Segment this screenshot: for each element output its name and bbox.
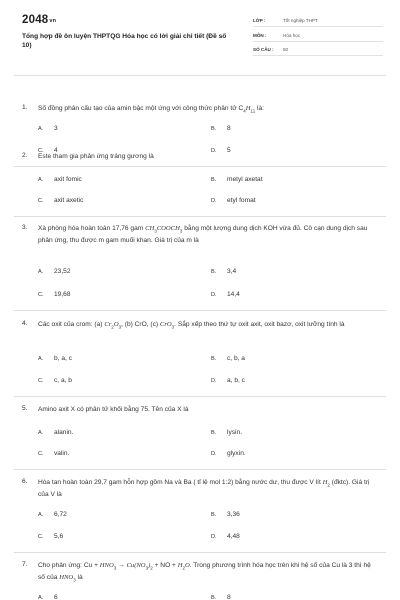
option-a[interactable]: A. axit fomic <box>38 176 82 183</box>
meta-row-count <box>253 45 383 56</box>
option-c[interactable]: C. 4 <box>38 147 58 154</box>
option-a[interactable]: A. 23,52 <box>38 268 71 275</box>
question-text: Các oxit của crom: (a) $Cr_2O_3$, (b) CrO, (c) CrO$_3$. Sắp xếp theo thứ tự oxit axit, oxit bazơ, oxit lưỡng tính là <box>38 321 345 330</box>
meta-key: LỚP : <box>253 18 266 23</box>
option-d[interactable]: D. glyxin. <box>211 450 246 457</box>
question-number: 3. <box>22 224 28 231</box>
option-d[interactable]: D. a, b, c <box>211 377 245 384</box>
question-text: Xà phòng hóa hoàn toàn 17,76 gam $CH_3COOCH_3$ bằng một lượng dung dịch KOH vừa đủ. Cô cạn dung dịch sau phản ứng, thu được m gam muối khan. Giá trị của m là <box>38 225 368 244</box>
question-number: 2. <box>22 152 28 159</box>
meta-value: 50 <box>283 47 289 52</box>
question-text: Hòa tan hoàn toàn 29,7 gam hỗn hợp gồm Na và Ba ( tỉ lệ mol 1:2) bằng nước dư, thu được V lít $H_2$ (đktc). Giá trị của V là <box>38 479 370 498</box>
option-b[interactable]: B. 3,4 <box>211 268 237 275</box>
option-c[interactable]: C. 19,68 <box>38 291 71 298</box>
question-text: Số đồng phân cấu tạo của amin bậc một ứng với công thức phân tử $C_4H_{11}$ là: <box>38 105 264 114</box>
question-number: 5. <box>22 405 28 412</box>
divider <box>14 75 386 76</box>
divider <box>14 216 386 217</box>
divider <box>14 396 386 397</box>
option-b[interactable]: B. 8 <box>211 125 231 132</box>
option-b[interactable]: B. lysin. <box>211 429 243 436</box>
option-a[interactable]: A. 6,72 <box>38 511 67 518</box>
option-c[interactable]: C. valin. <box>38 450 70 457</box>
option-b[interactable]: B. c, b, a <box>211 355 245 362</box>
divider <box>14 469 386 470</box>
question-number: 1. <box>22 104 28 111</box>
meta-value: Tốt nghiệp THPT <box>283 18 318 23</box>
option-b[interactable]: B. metyl axetat <box>211 176 263 183</box>
option-b[interactable]: B. 8 <box>211 594 231 600</box>
question-number: 4. <box>22 320 28 327</box>
meta-key: MÔN : <box>253 33 267 38</box>
option-c[interactable]: C. 5,6 <box>38 533 64 540</box>
meta-row-subject <box>253 31 383 42</box>
meta-value: Hóa học <box>283 33 301 38</box>
divider <box>14 310 386 311</box>
question-number: 6. <box>22 478 28 485</box>
option-c[interactable]: C. c, a, b <box>38 377 72 384</box>
option-a[interactable]: A. 3 <box>38 125 58 132</box>
question-text: Cho phản ứng: $Cu + HNO_3 \to Cu(NO_3)_2$ + NO + $H_2O$. Trong phương trình hóa học trên khi hệ số của Cu là 3 thì hệ số của $HNO_3$ là <box>38 562 371 583</box>
meta-key: SỐ CÂU : <box>253 47 274 52</box>
divider <box>14 166 386 167</box>
option-b[interactable]: B. 3,36 <box>211 511 240 518</box>
option-a[interactable]: A. alanin. <box>38 429 74 436</box>
question-text: Amino axit X có phân tử khối bằng 75. Tên của X là <box>38 406 189 413</box>
option-d[interactable]: D. 4,48 <box>211 533 240 540</box>
meta-row-class <box>253 16 383 27</box>
option-d[interactable]: D. 14,4 <box>211 291 240 298</box>
option-a[interactable]: A. 6 <box>38 594 58 600</box>
logo-suffix: vn <box>49 18 57 24</box>
option-a[interactable]: A. b, a, c <box>38 355 72 362</box>
option-d[interactable]: D. 5 <box>211 147 231 154</box>
option-c[interactable]: C. axit axetic <box>38 197 84 204</box>
site-logo[interactable]: 2048vn <box>22 14 57 26</box>
exam-header <box>0 0 400 76</box>
divider <box>14 552 386 553</box>
question-number: 7. <box>22 561 28 568</box>
exam-title: Tổng hợp đề ôn luyện THPTQG Hóa học có lời giải chi tiết (Đề số 10) <box>22 33 227 49</box>
option-d[interactable]: D. etyl fomat <box>211 197 256 204</box>
question-text: Este tham gia phản ứng tráng gương là <box>38 153 154 160</box>
